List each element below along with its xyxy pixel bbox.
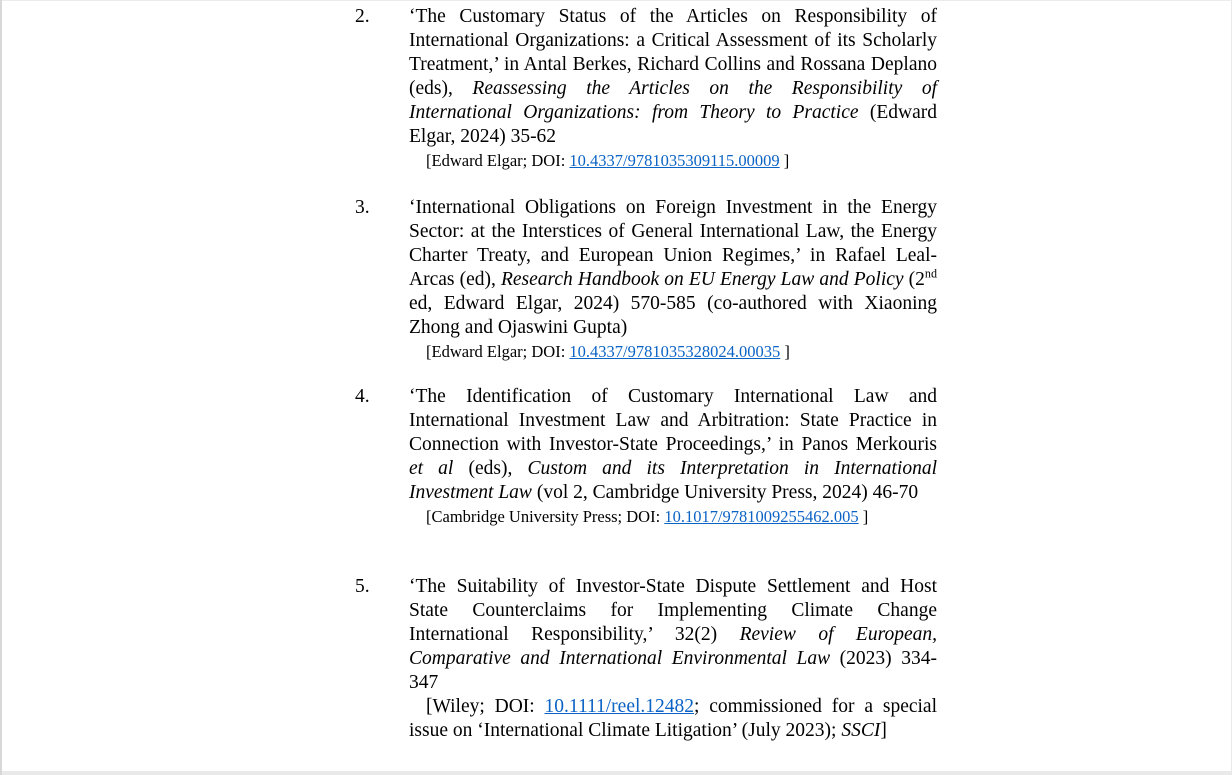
text-run: (eds), (453, 458, 528, 479)
entry-number: 4. (355, 386, 370, 407)
entry-citation (409, 5, 937, 149)
text-run: (2023) 334-347 (409, 648, 937, 693)
entry-citation (409, 196, 937, 340)
entry-citation (409, 385, 937, 505)
doi-link[interactable]: 10.1111/reel.12482 (544, 696, 695, 717)
entry-number: 2. (355, 6, 370, 27)
text-run: ] (880, 720, 887, 741)
text-run: ‘International Obligations on Foreign Investment in the Energy Sector: at the Interstices of General International Law, the Energy Charter Treaty, and European Union Regimes,’ in Rafael Leal-Arcas (ed), (409, 197, 937, 290)
text-run: (Edward Elgar, 2024) 35-62 (409, 102, 938, 147)
doi-link[interactable]: 10.4337/9781035309115.00009 (569, 151, 780, 170)
text-run: nd (924, 266, 937, 281)
doi-link[interactable]: 10.4337/9781035328024.00035 (569, 342, 781, 361)
text-run: [Cambridge University Press; DOI: (426, 507, 665, 526)
text-run: (vol 2, Cambridge University Press, 2024) 46-70 (531, 482, 919, 503)
entry-number: 3. (355, 197, 370, 218)
entry-citation (409, 575, 937, 695)
entry-publisher-note (409, 505, 937, 529)
entry-publisher-note (409, 340, 937, 364)
text-run: [Wiley; DOI: (426, 696, 545, 717)
publication-entry (355, 575, 937, 743)
text-run: ‘The Identification of Customary International Law and International Investment Law and Arbitration: State Practice in Connection with Investor-State Proceedings,’ in Panos Merkouris (409, 386, 937, 455)
entry-publisher-note (409, 149, 937, 173)
text-run: Review of European, Comparative and International Environmental Law (409, 624, 937, 669)
text-run: Custom and its Interpretation in International Investment Law (409, 458, 937, 503)
text-run: SSCI (841, 720, 881, 741)
text-run: [Edward Elgar; DOI: (426, 151, 570, 170)
entry-number: 5. (355, 576, 370, 597)
publication-entry (355, 385, 937, 529)
text-run: Research Handbook on EU Energy Law and Policy (500, 269, 904, 290)
text-run: ‘The Customary Status of the Articles on Responsibility of International Organizations: a Critical Assessment of its Scholarly Treatment,’ in Antal Berkes, Richard Collins and Rossana Deplano (eds), (409, 6, 937, 99)
text-run: ‘The Suitability of Investor-State Dispute Settlement and Host State Counterclaims for Implementing Climate Change International Responsibility,’ 32(2) (409, 576, 937, 645)
text-run: ] (858, 507, 869, 526)
doi-link[interactable]: 10.1017/9781009255462.005 (664, 507, 859, 526)
text-run: ; commissioned for a special issue on ‘International Climate Litigation’ (July 2023); (409, 696, 937, 741)
publication-entry (355, 196, 937, 364)
publication-entry (355, 5, 937, 173)
text-run: Reassessing the Articles on the Responsibility of International Organizations: from Theory to Practice (409, 78, 938, 123)
text-run: et al (409, 458, 454, 479)
text-run: ed, Edward Elgar, 2024) 570-585 (co-authored with Xiaoning Zhong and Ojaswini Gupta) (409, 293, 937, 338)
text-run: [Edward Elgar; DOI: (426, 342, 570, 361)
entry-publisher-note (409, 695, 937, 743)
text-run: ] (780, 342, 790, 361)
text-run: (2 (903, 269, 925, 290)
text-run: ] (779, 151, 790, 170)
